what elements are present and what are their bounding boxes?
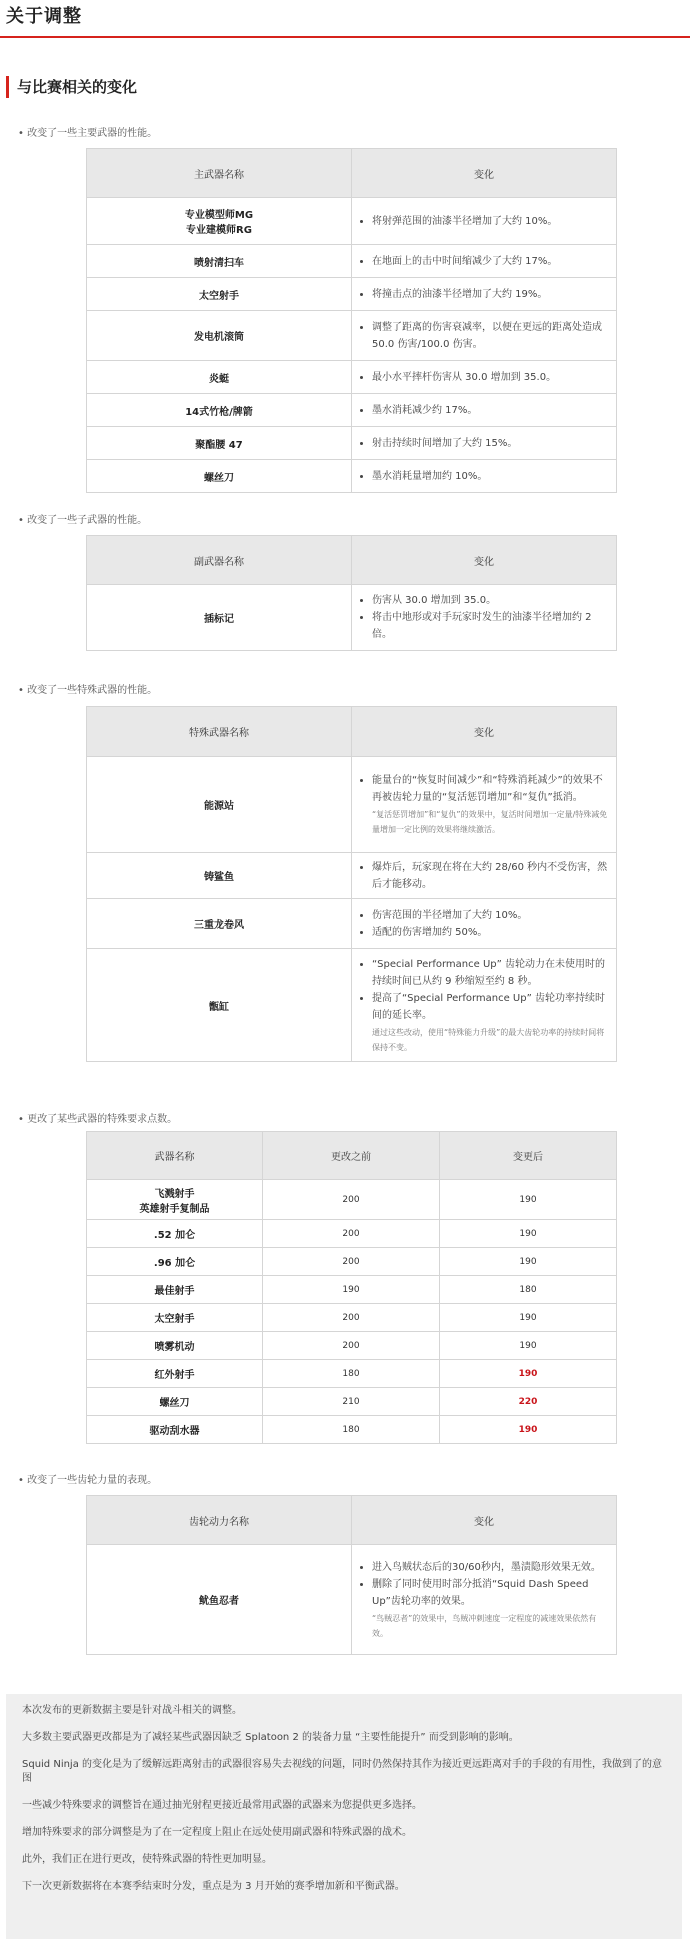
table-row bbox=[87, 899, 617, 949]
summary-paragraph: 本次发布的更新数据主要是针对战斗相关的调整。 bbox=[22, 1705, 242, 1716]
table-row bbox=[87, 949, 617, 1062]
points-before: 210 bbox=[263, 1388, 440, 1416]
table-row bbox=[87, 245, 617, 278]
main-weapons-table bbox=[86, 148, 617, 493]
table-row bbox=[87, 1416, 617, 1444]
change-cell bbox=[352, 899, 617, 949]
points-before: 200 bbox=[263, 1180, 440, 1220]
summary-paragraph: 一些减少特殊要求的调整旨在通过抽光射程更接近最常用武器的武器来为您提供更多选择。 bbox=[22, 1800, 422, 1811]
points-before: 200 bbox=[263, 1220, 440, 1248]
weapon-name: 最佳射手 bbox=[87, 1276, 263, 1304]
change-note: “复活惩罚增加”和“复仇”的效果中，复活时间增加一定量/特殊减免量增加一定比例的效果将继续激活。 bbox=[372, 810, 608, 834]
change-cell bbox=[352, 311, 617, 361]
change-item: • 删除了同时使用时部分抵消“Squid Dash Speed Up”齿轮功率的效果。 bbox=[372, 1576, 608, 1610]
table-row bbox=[87, 1276, 617, 1304]
special-weapons-table bbox=[86, 706, 617, 1062]
section-header: 与比赛相关的变化 bbox=[6, 76, 137, 98]
table-row bbox=[87, 460, 617, 493]
change-item: • 提高了“Special Performance Up” 齿轮功率持续时间的延长率。 bbox=[372, 990, 608, 1024]
summary-paragraph: 大多数主要武器更改都是为了减轻某些武器因缺乏 Splatoon 2 的装备力量 “主要性能提升” 而受到影响的影响。 bbox=[22, 1732, 519, 1743]
points-after: 190 bbox=[440, 1360, 617, 1388]
change-cell bbox=[352, 245, 617, 278]
change-cell bbox=[352, 1545, 617, 1655]
item-name: 铸鲨鱼 bbox=[87, 853, 352, 899]
summary-box bbox=[6, 1694, 682, 1939]
change-item: • 在地面上的击中时间缩减少了大约 17%。 bbox=[372, 253, 608, 270]
item-name: 喷射清扫车 bbox=[87, 245, 352, 278]
sub-weapons-intro: • 改变了一些子武器的性能。 bbox=[18, 511, 147, 526]
weapon-name: 驱动刮水器 bbox=[87, 1416, 263, 1444]
gear-abilities-intro: • 改变了一些齿轮力量的表现。 bbox=[18, 1471, 157, 1486]
special-points-table bbox=[86, 1131, 617, 1444]
table-row bbox=[87, 1360, 617, 1388]
table-row bbox=[87, 1304, 617, 1332]
change-cell bbox=[352, 460, 617, 493]
change-item: • 爆炸后，玩家现在将在大约 28/60 秒内不受伤害，然后才能移动。 bbox=[372, 859, 608, 893]
change-cell bbox=[352, 361, 617, 394]
column-header: 武器名称 bbox=[87, 1132, 263, 1180]
change-cell bbox=[352, 427, 617, 460]
points-before: 180 bbox=[263, 1416, 440, 1444]
weapon-name: .52 加仑 bbox=[87, 1220, 263, 1248]
column-header: 齿轮动力名称 bbox=[87, 1496, 352, 1545]
points-before: 200 bbox=[263, 1248, 440, 1276]
table-row bbox=[87, 1248, 617, 1276]
item-name: 甑缸 bbox=[87, 949, 352, 1062]
change-item: • 能量台的“恢复时间减少”和“特殊消耗减少”的效果不再被齿轮力量的“复活惩罚增加”和“复仇”抵消。 bbox=[372, 772, 608, 806]
weapon-name: 螺丝刀 bbox=[87, 1388, 263, 1416]
points-after: 190 bbox=[440, 1248, 617, 1276]
column-header: 更改之前 bbox=[263, 1132, 440, 1180]
table-row bbox=[87, 427, 617, 460]
column-header: 主武器名称 bbox=[87, 149, 352, 198]
change-item: • 墨水消耗减少约 17%。 bbox=[372, 402, 608, 419]
change-item: • 射击持续时间增加了大约 15%。 bbox=[372, 435, 608, 452]
points-after: 190 bbox=[440, 1332, 617, 1360]
points-after: 190 bbox=[440, 1416, 617, 1444]
points-after: 190 bbox=[440, 1180, 617, 1220]
change-item: • 伤害从 30.0 增加到 35.0。 bbox=[372, 592, 608, 609]
change-note: “鸟贼忍者”的效果中，鸟贼冲刺速度一定程度的减速效果依然有效。 bbox=[372, 1613, 597, 1638]
item-name: 聚酯腰 47 bbox=[87, 427, 352, 460]
gear-abilities-table bbox=[86, 1495, 617, 1655]
special-weapons-intro: • 改变了一些特殊武器的性能。 bbox=[18, 681, 157, 696]
points-after: 190 bbox=[440, 1220, 617, 1248]
change-cell bbox=[352, 278, 617, 311]
item-name: 炎蜓 bbox=[87, 361, 352, 394]
change-item: • 将射弹范围的油漆半径增加了大约 10%。 bbox=[372, 213, 608, 230]
table-row bbox=[87, 853, 617, 899]
points-before: 190 bbox=[263, 1276, 440, 1304]
summary-paragraph: 此外，我们正在进行更改，使特殊武器的特性更加明显。 bbox=[22, 1854, 272, 1865]
change-cell bbox=[352, 198, 617, 245]
item-name: 14式竹枪/牌箭 bbox=[87, 394, 352, 427]
change-item: • 将撞击点的油漆半径增加了大约 19%。 bbox=[372, 286, 608, 303]
item-name: 三重龙卷风 bbox=[87, 899, 352, 949]
change-item: • 将击中地形或对手玩家时发生的油漆半径增加约 2 倍。 bbox=[372, 609, 608, 643]
change-item: • 墨水消耗量增加约 10%。 bbox=[372, 468, 608, 485]
page-title: 关于调整 bbox=[6, 6, 82, 27]
column-header: 变化 bbox=[352, 536, 617, 585]
table-row bbox=[87, 1220, 617, 1248]
table-row bbox=[87, 1388, 617, 1416]
change-item: • “Special Performance Up” 齿轮动力在未使用时的持续时间已从约 9 秒缩短至约 8 秒。 bbox=[372, 956, 608, 990]
points-before: 180 bbox=[263, 1360, 440, 1388]
column-header: 副武器名称 bbox=[87, 536, 352, 585]
table-row bbox=[87, 198, 617, 245]
change-cell bbox=[352, 757, 617, 853]
change-item: • 最小水平摔杆伤害从 30.0 增加到 35.0。 bbox=[372, 369, 608, 386]
table-row bbox=[87, 1332, 617, 1360]
points-after: 220 bbox=[440, 1388, 617, 1416]
item-name: 插标记 bbox=[87, 585, 352, 651]
main-weapons-intro: • 改变了一些主要武器的性能。 bbox=[18, 124, 157, 139]
change-cell bbox=[352, 949, 617, 1062]
table-row bbox=[87, 585, 617, 651]
table-row bbox=[87, 311, 617, 361]
weapon-name: 太空射手 bbox=[87, 1304, 263, 1332]
weapon-name: 喷雾机动 bbox=[87, 1332, 263, 1360]
weapon-name: 飞溅射手 英雄射手复制品 bbox=[87, 1180, 263, 1220]
weapon-name: 红外射手 bbox=[87, 1360, 263, 1388]
summary-paragraph: Squid Ninja 的变化是为了缓解远距离射击的武器很容易失去视线的问题，同时仍然保持其作为接近更远距离对手的手段的有用性，我做到了的意图 bbox=[22, 1759, 663, 1784]
item-name: 专业模型师MG 专业建模师RG bbox=[87, 198, 352, 245]
change-item: • 调整了距离的伤害衰减率，以便在更远的距离处造成 50.0 伤害/100.0 伤害。 bbox=[372, 319, 608, 353]
table-row bbox=[87, 1180, 617, 1220]
column-header: 变化 bbox=[352, 707, 617, 757]
points-before: 200 bbox=[263, 1332, 440, 1360]
column-header: 特殊武器名称 bbox=[87, 707, 352, 757]
sub-weapons-table bbox=[86, 535, 617, 651]
item-name: 太空射手 bbox=[87, 278, 352, 311]
column-header: 变化 bbox=[352, 1496, 617, 1545]
change-cell bbox=[352, 585, 617, 651]
weapon-name: .96 加仑 bbox=[87, 1248, 263, 1276]
summary-paragraph: 增加特殊要求的部分调整是为了在一定程度上阻止在远处使用副武器和特殊武器的战术。 bbox=[22, 1827, 412, 1838]
change-note: 通过这些改动，使用“特殊能力升级”的最大齿轮功率的持续时间将保持不变。 bbox=[372, 1027, 605, 1052]
points-before: 200 bbox=[263, 1304, 440, 1332]
change-cell bbox=[352, 853, 617, 899]
column-header: 变更后 bbox=[440, 1132, 617, 1180]
change-item: • 伤害范围的半径增加了大约 10%。 bbox=[372, 907, 608, 924]
table-row bbox=[87, 757, 617, 853]
change-item: • 进入鸟贼状态后的30/60秒内，墨渍隐形效果无效。 bbox=[372, 1559, 608, 1576]
change-cell bbox=[352, 394, 617, 427]
item-name: 螺丝刀 bbox=[87, 460, 352, 493]
title-divider bbox=[0, 36, 690, 38]
column-header: 变化 bbox=[352, 149, 617, 198]
table-row bbox=[87, 278, 617, 311]
table-row bbox=[87, 361, 617, 394]
item-name: 发电机滚筒 bbox=[87, 311, 352, 361]
points-after: 180 bbox=[440, 1276, 617, 1304]
item-name: 鱿鱼忍者 bbox=[87, 1545, 352, 1655]
item-name: 能源站 bbox=[87, 757, 352, 853]
table-row bbox=[87, 1545, 617, 1655]
change-item: • 适配的伤害增加约 50%。 bbox=[372, 924, 608, 941]
summary-paragraph: 下一次更新数据将在本赛季结束时分发，重点是为 3 月开始的赛季增加新和平衡武器。 bbox=[22, 1881, 405, 1892]
table-row bbox=[87, 394, 617, 427]
special-points-intro: • 更改了某些武器的特殊要求点数。 bbox=[18, 1110, 177, 1125]
points-after: 190 bbox=[440, 1304, 617, 1332]
